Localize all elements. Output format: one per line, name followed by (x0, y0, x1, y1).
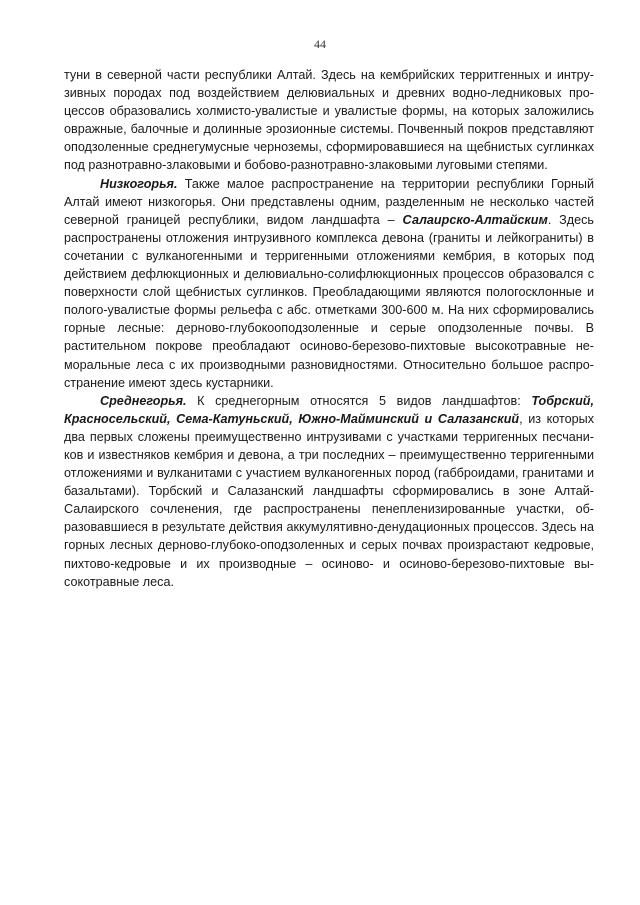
paragraph-intro (64, 66, 594, 175)
section-term-nizkogorya: Низкогорья. (100, 176, 178, 191)
paragraph-text: . Здесь распространены отложения интрузивного комплекса девона (граниты и лейкограниты) в сочетании с вулканогенными и терригенными отложениями кембрия, в которых под действием дефлюкционных и делювиально-солифлюкционных процессов образовался с поверхности слой щебнистых суглинков. Преобладающими являются пологосклонные и полого-увалистые формы рельефа с абс. отметками 300-600 м. На них сформировались горные лесные: дерново-глубокооподзоленные и серые оподзоленные почвы. В растительном покрове преобладают осиново-березово-пихтовые высокотравные неморальные леса с их производными разновидностями. Относительно большое распространение имеют здесь кустарники. (64, 212, 594, 390)
document-body (64, 66, 594, 591)
page-number: 44 (314, 37, 326, 51)
paragraph-text: туни в северной части республики Алтай. Здесь на кембрийских территгенных и интрузивных породах под воздействием делювиальных и древних водно-ледниковых процессов образовались холмисто-увалистые и увалистые формы, на которых заложились овражные, балочные и долинные эрозионные системы. Почвенный покров представляют оподзоленные среднегумусные черноземы, сформировавшиеся на щебнистых суглинках под разнотравно-злаковыми и бобово-разнотравно-злаковыми луговыми степями. (64, 68, 594, 173)
paragraph-text: К среднегорным относятся 5 видов ландшафтов: (186, 393, 532, 408)
paragraph-nizkogorya (64, 175, 594, 392)
paragraph-srednegorya (64, 392, 594, 591)
section-term-srednegorya: Среднегорья. (100, 393, 187, 408)
paragraph-text: , из которых два первых сложены преимущественно интрузивами с участками терригенных песчаников и известняков кембрия и девона, а три последних – преимущественно терригенными отложениями и вулканитами с участием вулканогенных пород (габброидами, гранитами и базальтами). Торбский и Салазанский ландшафты сформировались в зоне Алтай-Салаирского сочленения, где распространены пенепленизированные участки, образовавшиеся в результате действия аккумулятивно-денудационных процессов. Здесь на горных лесных дерново-глубоко-оподзоленных и серых почвах произрастают кедровые, пихтово-кедровые и их производные – осиново- и осиново-березово-пихтовые высокотравные леса. (64, 411, 594, 589)
landscape-name-salairsko-altaysky: Салаирско-Алтайским (402, 212, 548, 227)
paragraph-text: Также малое распространение на территории республики Горный Алтай имеют низкогорья. Они представлены одним, разделенным не несколько частей северной границей республики, видом ландшафта – (64, 176, 594, 227)
landscape-names-list: Тобрский, Красносельский, Сема-Катуньский, Южно-Майминский и Салазанский (64, 393, 594, 426)
